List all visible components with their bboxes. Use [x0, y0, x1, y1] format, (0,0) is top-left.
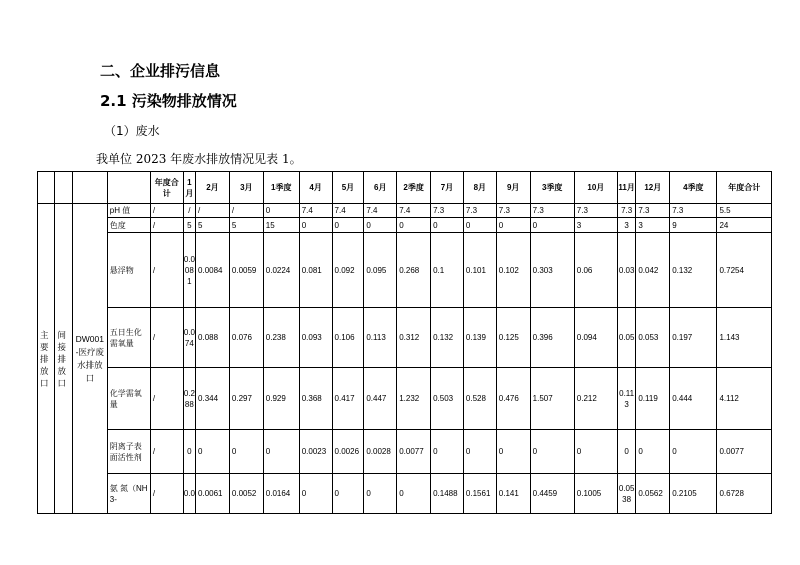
table-cell: 0.03 [617, 233, 635, 308]
table-cell: 0 [530, 430, 574, 474]
table-cell: 0.4459 [530, 474, 574, 514]
table-cell: 0.081 [299, 233, 332, 308]
table-cell: 0.106 [332, 308, 364, 368]
table-cell: 0.1005 [574, 474, 617, 514]
table-cell: 0.0077 [717, 430, 772, 474]
table-cell: 5 [229, 218, 263, 233]
table-cell: 0 [332, 218, 364, 233]
table-cell: 0.1488 [431, 474, 464, 514]
header-cell: 4月 [299, 172, 332, 204]
header-cell: 年度合计 [717, 172, 772, 204]
table-cell: 0.1 [431, 233, 464, 308]
header-cell: 年度合计 [150, 172, 183, 204]
table-cell: / [229, 204, 263, 218]
table-cell: 0 [463, 218, 496, 233]
table-cell: 0.417 [332, 368, 364, 430]
table-cell: 0 [364, 474, 397, 514]
table-cell: 0.0028 [364, 430, 397, 474]
table-cell: 0.288 [183, 368, 195, 430]
table-row [38, 308, 772, 368]
table-cell: 0.7254 [717, 233, 772, 308]
header-cell: 8月 [463, 172, 496, 204]
table-cell: 3 [636, 218, 670, 233]
header-cell: 5月 [332, 172, 364, 204]
section-title: 二、企业排污信息 [100, 62, 221, 80]
table-cell: 0 [496, 430, 530, 474]
table-cell: 0.092 [332, 233, 364, 308]
table-cell: 0.929 [263, 368, 299, 430]
table-cell: 0.303 [530, 233, 574, 308]
table-cell: / [183, 204, 195, 218]
table-cell: 0.0562 [636, 474, 670, 514]
table-cell: 0.312 [397, 308, 431, 368]
table-cell: 0.368 [299, 368, 332, 430]
table-cell: 7.3 [636, 204, 670, 218]
table-cell: 0.132 [431, 308, 464, 368]
table-cell: 0.088 [196, 308, 230, 368]
pollutant-name: 色度 [107, 218, 150, 233]
header-row [38, 172, 772, 204]
table-cell: 0.0224 [263, 233, 299, 308]
pollutant-name: 悬浮物 [107, 233, 150, 308]
table-cell: / [150, 233, 183, 308]
table-cell: 7.4 [332, 204, 364, 218]
table-cell: 1.232 [397, 368, 431, 430]
table-cell: 0.503 [431, 368, 464, 430]
table-cell: 1.507 [530, 368, 574, 430]
table-row [38, 204, 772, 218]
table-cell: 0.0084 [196, 233, 230, 308]
subsection-title: 2.1 污染物排放情况 [100, 92, 237, 110]
table-cell: 0.0061 [196, 474, 230, 514]
table-cell: / [150, 204, 183, 218]
pollutant-name: 五日生化需氧量 [107, 308, 150, 368]
table-cell: 0 [196, 430, 230, 474]
table-cell: 7.3 [574, 204, 617, 218]
table-row [38, 430, 772, 474]
table-cell: 0 [574, 430, 617, 474]
table-cell: 0.0 [183, 474, 195, 514]
table-cell: / [150, 218, 183, 233]
table-row [38, 474, 772, 514]
table-cell: 7.3 [496, 204, 530, 218]
table-cell: / [150, 308, 183, 368]
table-cell: 0.053 [636, 308, 670, 368]
table-cell: 0 [263, 204, 299, 218]
table-cell: 0 [530, 218, 574, 233]
header-cell: 11月 [617, 172, 635, 204]
header-cell: 7月 [431, 172, 464, 204]
item-title: （1）废水 [104, 124, 160, 138]
table-cell: 0.05 [617, 308, 635, 368]
table-cell: 3 [574, 218, 617, 233]
table-cell: 0.06 [574, 233, 617, 308]
pollutant-name: 化学需氧量 [107, 368, 150, 430]
table-cell: 0.076 [229, 308, 263, 368]
table-cell: / [150, 430, 183, 474]
table-cell: 7.3 [617, 204, 635, 218]
table-cell: 4.112 [717, 368, 772, 430]
table-cell: 5 [183, 218, 195, 233]
table-cell: 0.113 [364, 308, 397, 368]
header-blank [72, 172, 107, 204]
table-cell: 9 [670, 218, 717, 233]
group-label: 主要排放口 [38, 204, 55, 514]
table-cell: 0 [299, 218, 332, 233]
table-cell: 0.0164 [263, 474, 299, 514]
outlet-label: DW001-医疗废水排放口 [72, 204, 107, 514]
table-cell: / [150, 368, 183, 430]
header-cell: 1季度 [263, 172, 299, 204]
table-cell: 0 [397, 218, 431, 233]
table-cell: 0.396 [530, 308, 574, 368]
header-cell: 3季度 [530, 172, 574, 204]
table-cell: 5.5 [717, 204, 772, 218]
header-cell: 9月 [496, 172, 530, 204]
table-cell: / [150, 474, 183, 514]
table-cell: 5 [196, 218, 230, 233]
table-cell: 0.268 [397, 233, 431, 308]
table-cell: 1.143 [717, 308, 772, 368]
table-cell: 24 [717, 218, 772, 233]
header-blank [55, 172, 72, 204]
intro-paragraph: 我单位 2023 年废水排放情况见表 1。 [96, 152, 302, 166]
table-cell: / [196, 204, 230, 218]
table-cell: 0.447 [364, 368, 397, 430]
table-cell: 7.4 [364, 204, 397, 218]
table-cell: 0.297 [229, 368, 263, 430]
table-cell: 0.1561 [463, 474, 496, 514]
table-cell: 7.4 [299, 204, 332, 218]
header-cell: 4季度 [670, 172, 717, 204]
table-cell: 0.344 [196, 368, 230, 430]
table-cell: 0.0077 [397, 430, 431, 474]
table-cell: 0.212 [574, 368, 617, 430]
table-cell: 0.095 [364, 233, 397, 308]
table-cell: 0.528 [463, 368, 496, 430]
table-cell: 7.3 [530, 204, 574, 218]
table-cell: 0.113 [617, 368, 635, 430]
table-cell: 0 [332, 474, 364, 514]
pollutant-name: 阴离子表面活性剂 [107, 430, 150, 474]
table-cell: 0.197 [670, 308, 717, 368]
table-cell: 0.042 [636, 233, 670, 308]
header-cell: 2月 [196, 172, 230, 204]
header-cell: 12月 [636, 172, 670, 204]
table-cell: 0 [496, 218, 530, 233]
table-cell: 3 [617, 218, 635, 233]
table-cell: 0 [463, 430, 496, 474]
table-cell: 0.0023 [299, 430, 332, 474]
table-cell: 0 [431, 218, 464, 233]
table-cell: 0.0026 [332, 430, 364, 474]
table-cell: 0.094 [574, 308, 617, 368]
table-cell: 7.3 [463, 204, 496, 218]
table-cell: 0.476 [496, 368, 530, 430]
table-cell: 0.6728 [717, 474, 772, 514]
table-cell: 0.102 [496, 233, 530, 308]
table-cell: 0.0538 [617, 474, 635, 514]
table-cell: 0.0081 [183, 233, 195, 308]
table-cell: 7.3 [670, 204, 717, 218]
table-cell: 0 [229, 430, 263, 474]
table-cell: 0.093 [299, 308, 332, 368]
table-cell: 0 [670, 430, 717, 474]
header-blank [107, 172, 150, 204]
table-row [38, 368, 772, 430]
table-cell: 0 [263, 430, 299, 474]
header-cell: 10月 [574, 172, 617, 204]
table-cell: 7.4 [397, 204, 431, 218]
table-cell: 0.125 [496, 308, 530, 368]
table-cell: 0 [299, 474, 332, 514]
table-cell: 0.074 [183, 308, 195, 368]
wastewater-discharge-table [37, 171, 772, 514]
header-cell: 6月 [364, 172, 397, 204]
discharge-type-label: 间接排放口 [55, 204, 72, 514]
table-cell: 0 [617, 430, 635, 474]
header-cell: 1月 [183, 172, 195, 204]
table-cell: 0.238 [263, 308, 299, 368]
table-row [38, 218, 772, 233]
table-cell: 0.132 [670, 233, 717, 308]
table-cell: 0 [636, 430, 670, 474]
table-cell: 0.119 [636, 368, 670, 430]
table-cell: 0 [364, 218, 397, 233]
table-cell: 0 [183, 430, 195, 474]
table-cell: 0.0052 [229, 474, 263, 514]
table-cell: 0.141 [496, 474, 530, 514]
pollutant-name: 氨 氮（NH3- [107, 474, 150, 514]
pollutant-name: pH 值 [107, 204, 150, 218]
header-cell: 2季度 [397, 172, 431, 204]
table-row [38, 233, 772, 308]
table-cell: 7.3 [431, 204, 464, 218]
header-cell: 3月 [229, 172, 263, 204]
table-cell: 0.444 [670, 368, 717, 430]
header-blank [38, 172, 55, 204]
table-cell: 0.0059 [229, 233, 263, 308]
table-cell: 0.101 [463, 233, 496, 308]
table-cell: 0.2105 [670, 474, 717, 514]
table-cell: 0 [397, 474, 431, 514]
table-cell: 0.139 [463, 308, 496, 368]
table-cell: 0 [431, 430, 464, 474]
table-cell: 15 [263, 218, 299, 233]
